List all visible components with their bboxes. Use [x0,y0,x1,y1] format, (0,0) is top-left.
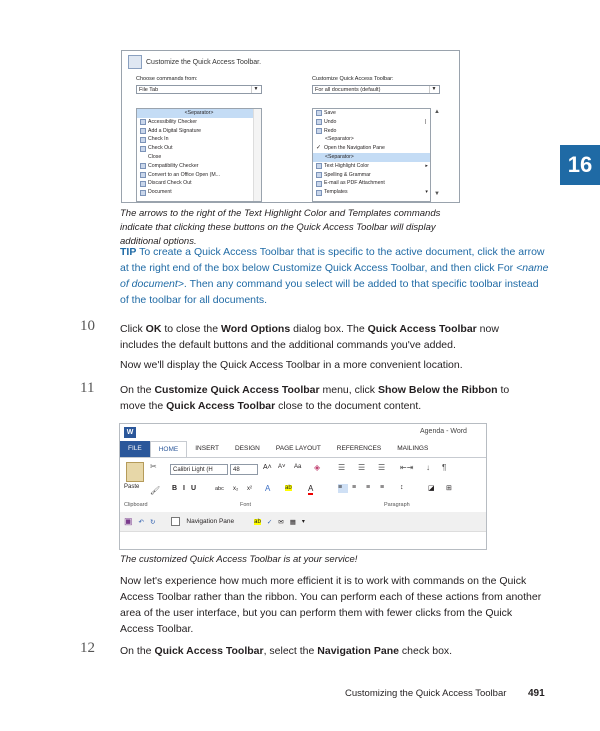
toolbar-icon [128,55,142,69]
arrow-right-icon: ▸ [425,162,428,169]
navigation-pane-label: Navigation Pane [186,518,235,525]
list-item[interactable] [137,153,261,162]
word-logo-icon: W [124,427,136,438]
qat-term: Quick Access Toolbar [166,400,276,412]
step-number-11: 11 [80,380,95,396]
check-out-icon [140,146,146,152]
step-11-t3: to move the [120,384,510,412]
highlight-icon[interactable]: ab [254,518,261,525]
document-title: Agenda - Word [420,428,467,435]
quick-access-toolbar [120,512,486,532]
commands-list[interactable] [136,108,262,202]
superscript-icon[interactable]: x² [247,486,252,492]
step-11-t2: menu, click [319,384,378,396]
list-item-label: Convert to an Office Open (M... [148,171,220,178]
scrollbar[interactable] [253,109,261,201]
grow-font-icon[interactable]: A˄ [263,464,272,471]
tab-insert[interactable]: INSERT [195,445,219,452]
list-item-label: <Separator> [184,110,214,116]
list-item-label: Spelling & Grammar [324,171,371,178]
nav-pane-term: Navigation Pane [317,645,399,657]
list-item[interactable] [137,135,261,144]
list-item[interactable] [137,109,261,118]
spelling-icon[interactable]: ✓ [266,518,273,526]
save-icon[interactable]: ▣ [124,516,133,526]
ok-term: OK [145,323,162,335]
templates-icon [316,190,322,196]
list-item-label: Close [148,153,162,160]
list-item[interactable] [313,171,430,180]
customize-qat-dropdown[interactable] [312,85,440,94]
group-font-label: Font [240,502,252,508]
format-painter-icon[interactable]: 🖌 [150,486,161,495]
ribbon-tabs [120,441,486,457]
move-down-icon[interactable]: ▼ [434,191,440,197]
cut-icon[interactable]: ✂ [150,462,157,471]
step-number-10: 10 [80,318,95,334]
pdf-icon [316,181,322,187]
list-item-label: Redo [324,127,337,134]
clear-format-icon[interactable]: ◈ [314,463,321,472]
list-item-label: Open the Navigation Pane [324,145,385,152]
customize-qat-icon[interactable]: ▾ [301,519,305,525]
list-item[interactable] [313,179,430,188]
list-item[interactable] [313,109,430,118]
show-below-term: Show Below the Ribbon [377,384,498,396]
list-item-label: E-mail as PDF Attachment [324,180,385,187]
qat-commands-list[interactable] [312,108,431,202]
list-item-label: Templates [324,189,348,196]
list-item-label: Check In [148,136,169,143]
list-item-label: Document [148,189,172,196]
highlight-icon [316,163,322,169]
group-clipboard-label: Clipboard [124,502,148,508]
ribbon-body [120,457,486,513]
tab-file[interactable]: FILE [120,441,150,457]
tab-references[interactable]: REFERENCES [336,445,382,452]
list-item-label: <Separator> [325,136,354,143]
step-number-12: 12 [80,640,95,656]
font-name-box[interactable] [170,464,228,475]
list-item-label: <Separator> [325,153,354,160]
list-item[interactable] [313,135,430,144]
list-item[interactable] [313,144,430,153]
step-12-t3: check box. [398,645,453,657]
list-item[interactable] [137,188,261,197]
list-item-label: Text Highlight Color [324,162,369,169]
arrow-down-icon: ▾ [425,189,428,196]
clipboard-icon[interactable] [126,462,144,482]
indent-icons[interactable]: ⇤⇥ [400,463,414,472]
paste-button[interactable]: Paste [124,484,140,490]
chevron-down-icon: ▼ [251,86,260,93]
shrink-font-icon[interactable]: A˅ [278,464,286,470]
move-up-icon[interactable]: ▲ [434,109,440,115]
step-12-t1: On the [120,645,155,657]
tip-text-2: . Then any command you select will be added to that specific toolbar instead of the toolbar for all documents. [120,278,539,306]
step-12-t2: , select the [263,645,318,657]
step-11-text [120,382,530,414]
tab-page-layout[interactable]: PAGE LAYOUT [275,445,321,452]
step-10-t4: now includes the default buttons and the additional commands you've added. [120,323,499,351]
dialog-title: Customize the Quick Access Toolbar. [146,58,262,66]
step-10-text [120,321,530,353]
change-case-icon[interactable]: Aa [294,464,302,470]
step-10-t2: to close the [161,323,221,335]
tip-text-1: To create a Quick Access Toolbar that is specific to the active document, click the arrow at the right end of the box below Customize Quick Access Toolbar, and then click For [120,246,545,274]
list-item[interactable] [137,179,261,188]
list-item-label: Save [324,110,336,116]
undo-icon[interactable]: ↶ [138,518,144,526]
font-color-icon[interactable]: A [308,484,314,493]
align-right-icon[interactable]: ≡ [366,484,371,491]
tab-mailings[interactable]: MAILINGS [397,445,429,452]
caption-1: The arrows to the right of the Text Highlight Color and Templates commands indicate that clicking these buttons on the Quick Access Toolbar will display additional options. [120,208,441,247]
tab-design[interactable]: DESIGN [234,445,260,452]
step-10-t1: Click [120,323,146,335]
font-name-value: Calibri Light (H [173,467,213,473]
page-number: 491 [528,688,545,699]
choose-commands-label: Choose commands from: [136,76,198,82]
footer-section-title: Customizing the Quick Access Toolbar [345,688,507,699]
sort-icon[interactable]: ↓ [426,463,430,472]
group-paragraph-label: Paragraph [384,502,410,508]
accessibility-icon [140,119,146,125]
bold-italic-underline-icons[interactable]: BIU [172,485,203,492]
choose-commands-value: File Tab [139,87,159,93]
discard-icon [140,181,146,187]
bullets-icon[interactable]: ☰ [338,463,346,472]
menu-term: Customize Quick Access Toolbar [154,384,320,396]
list-item[interactable] [313,162,430,171]
signature-icon [140,128,146,134]
display-paragraph: Now we'll display the Quick Access Toolbar in a more convenient location. [120,359,463,371]
list-item[interactable] [137,144,261,153]
qat-term: Quick Access Toolbar [367,323,477,335]
tab-home[interactable]: HOME [150,441,188,458]
shading-icon[interactable]: ◪ [428,485,435,492]
list-item[interactable] [137,127,261,136]
highlight-icon[interactable]: ab [285,485,292,491]
list-item[interactable] [137,171,261,180]
email-pdf-icon[interactable]: ✉ [278,518,284,526]
list-item[interactable] [313,153,430,162]
experience-paragraph: Now let's experience how much more efficient it is to work with commands on the Quick Access Toolbar rather than the ribbon. You can perform each of these actions from another area of the user interface, but you can perform them with fewer clicks from the Quick Access Toolbar. [120,575,542,635]
redo-icon[interactable]: ↻ [149,518,156,526]
customize-qat-value: For all documents (default) [315,87,381,93]
multilevel-list-icon[interactable]: ☰ [378,463,386,472]
step-11-t4: close to the document content. [275,400,422,412]
list-item[interactable] [137,162,261,171]
step-12-text [120,643,540,659]
list-item-label: Add a Digital Signature [148,127,202,134]
tip-doc-name: <name of document> [120,262,549,290]
list-item[interactable] [137,118,261,127]
word-options-term: Word Options [220,323,291,335]
tip-label: TIP [120,246,137,258]
qat-term: Quick Access Toolbar [154,645,264,657]
list-item-label: Discard Check Out [148,180,192,187]
list-item-label: Undo [324,118,337,125]
word-ribbon-screenshot [119,423,487,550]
font-size-value: 48 [233,467,240,473]
list-item[interactable] [313,127,430,136]
chevron-down-icon: ▼ [429,86,438,93]
customize-qat-label: Customize Quick Access Toolbar: [312,76,394,82]
line-spacing-icon[interactable]: ↕ [400,484,404,491]
list-item-label: Check Out [148,145,173,152]
convert-icon [140,172,146,178]
redo-icon [316,128,322,134]
check-in-icon [140,137,146,143]
list-item[interactable] [313,188,430,197]
chapter-tab [560,145,600,185]
separator-bar-icon: | [424,118,426,125]
font-size-box[interactable] [230,464,258,475]
justify-icon[interactable]: ≡ [380,484,385,491]
pilcrow-icon[interactable]: ¶ [442,463,447,472]
step-11-t1: On the [120,384,155,396]
list-item-label: Compatibility Checker [148,162,199,169]
step-10-t3: dialog box. The [290,323,368,335]
save-icon [316,110,322,116]
list-item[interactable] [313,118,430,127]
document-icon [140,190,146,196]
borders-icon[interactable]: ⊞ [446,485,452,492]
undo-icon [316,119,322,125]
compatibility-icon [140,163,146,169]
dialog-title-bar [128,55,261,69]
navigation-pane-checkbox[interactable] [171,517,180,526]
spelling-icon [316,172,322,178]
check-icon: ✓ [316,145,322,152]
templates-icon[interactable]: ▦ [289,518,296,526]
chapter-number: 16 [567,152,593,177]
tip-paragraph [120,244,550,308]
subscript-icon[interactable]: x₂ [233,486,239,492]
text-effects-icon[interactable]: A [265,484,271,493]
align-left-icon[interactable]: ≡ [338,484,348,493]
customize-qat-screenshot [121,50,460,203]
caption-2: The customized Quick Access Toolbar is at your service! [120,554,358,565]
list-item-label: Accessibility Checker [148,118,198,125]
choose-commands-dropdown[interactable] [136,85,262,94]
align-center-icon[interactable]: ≡ [352,484,357,491]
strikethrough-icon[interactable]: abc [215,486,224,492]
numbering-icon[interactable]: ☰ [358,463,366,472]
